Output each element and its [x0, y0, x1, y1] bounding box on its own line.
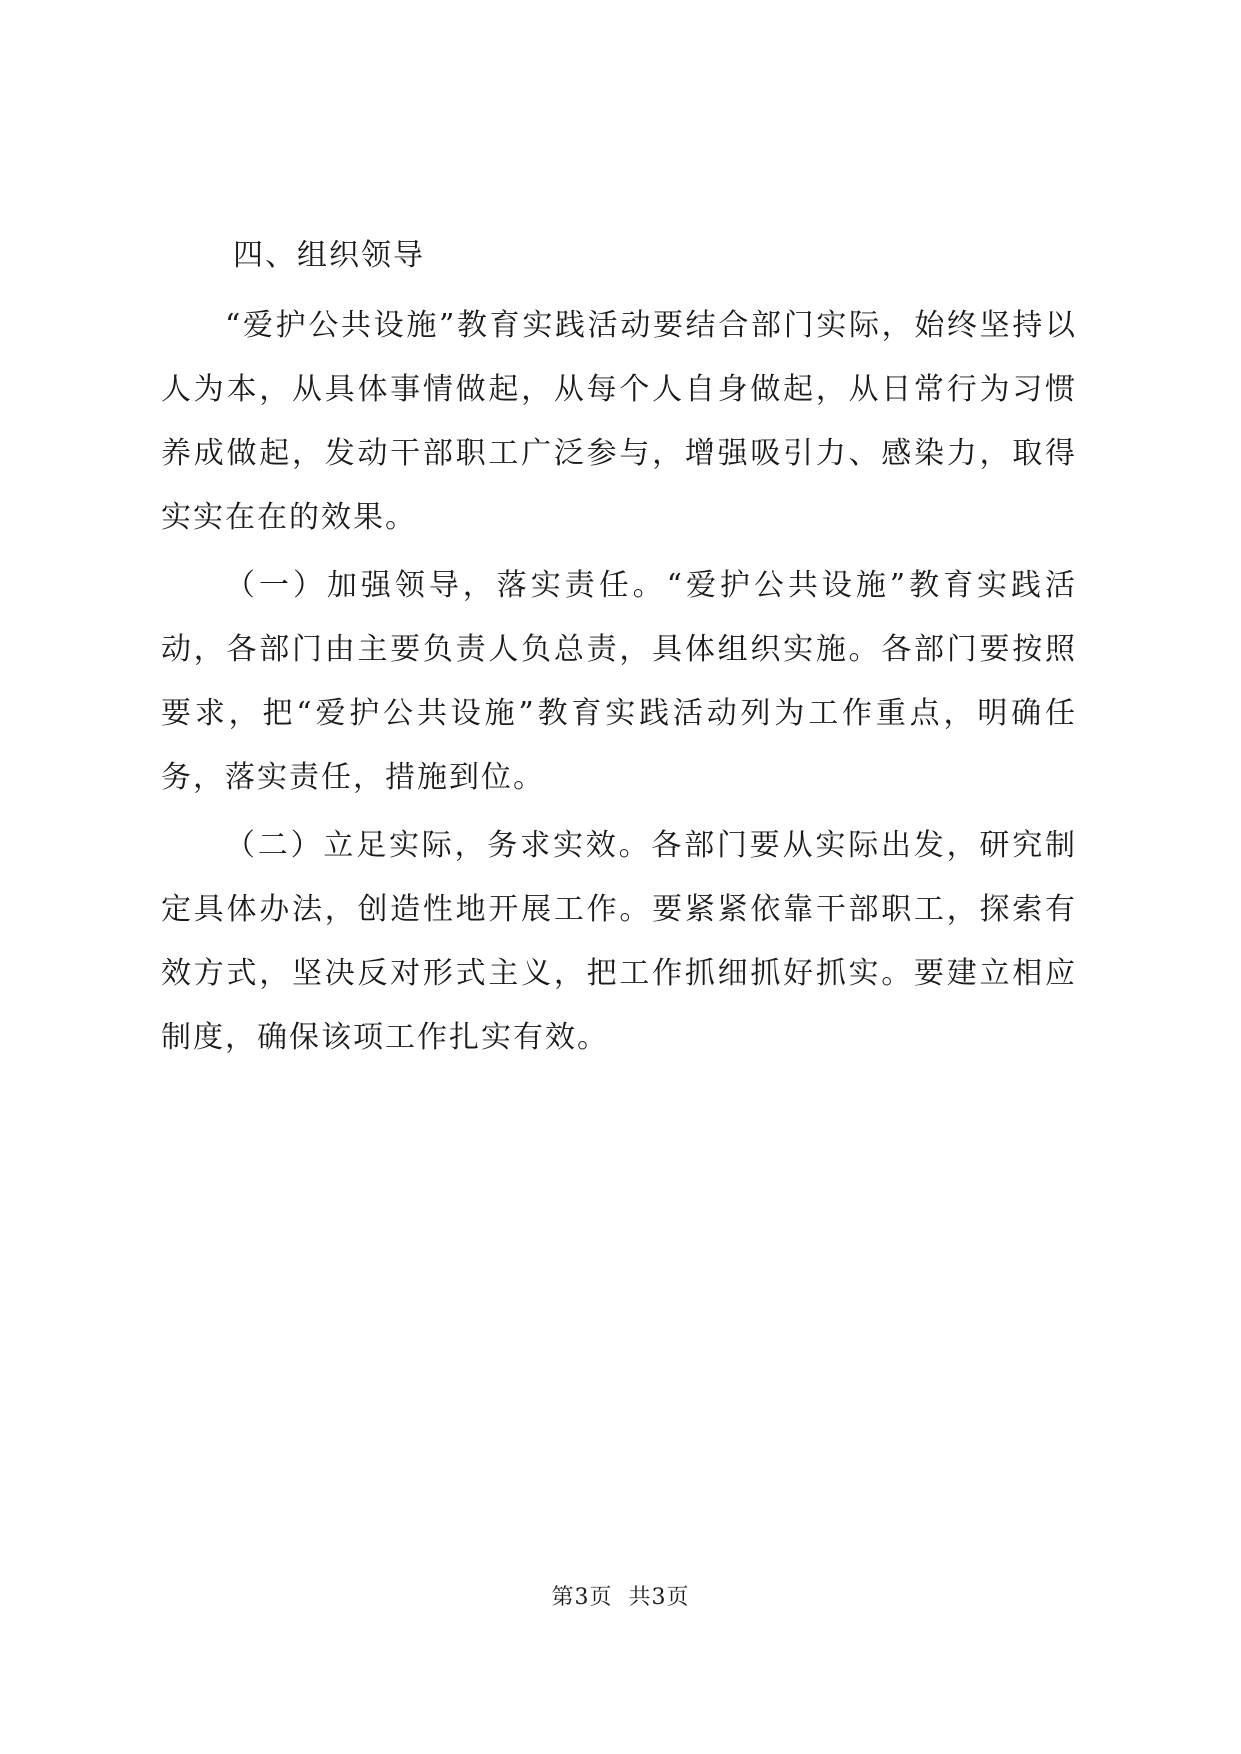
- document-body: [161, 226, 1077, 1074]
- page-number-current: 第3页: [551, 1585, 613, 1610]
- page-number-total: 共3页: [628, 1585, 690, 1610]
- paragraph-practical: （二）立足实际，务求实效。各部门要从实际出发，研究制定具体办法，创造性地开展工作。要紧紧依靠干部职工，探索有效方式，坚决反对形式主义，把工作抓细抓好抓实。要建立相应制度，确保该项工作扎实有效。: [161, 828, 1077, 1055]
- section-heading: 四、组织领导: [233, 238, 425, 273]
- page-footer: [0, 1583, 1241, 1613]
- paragraph-intro: “爱护公共设施”教育实践活动要结合部门实际，始终坚持以人为本，从具体事情做起，从每个人自身做起，从日常行为习惯养成做起，发动干部职工广泛参与，增强吸引力、感染力，取得实实在在的效果。: [161, 308, 1077, 535]
- paragraph-leadership: （一）加强领导，落实责任。“爱护公共设施”教育实践活动，各部门由主要负责人负总责，具体组织实施。各部门要按照要求，把“爱护公共设施”教育实践活动列为工作重点，明确任务，落实责任，措施到位。: [161, 568, 1077, 795]
